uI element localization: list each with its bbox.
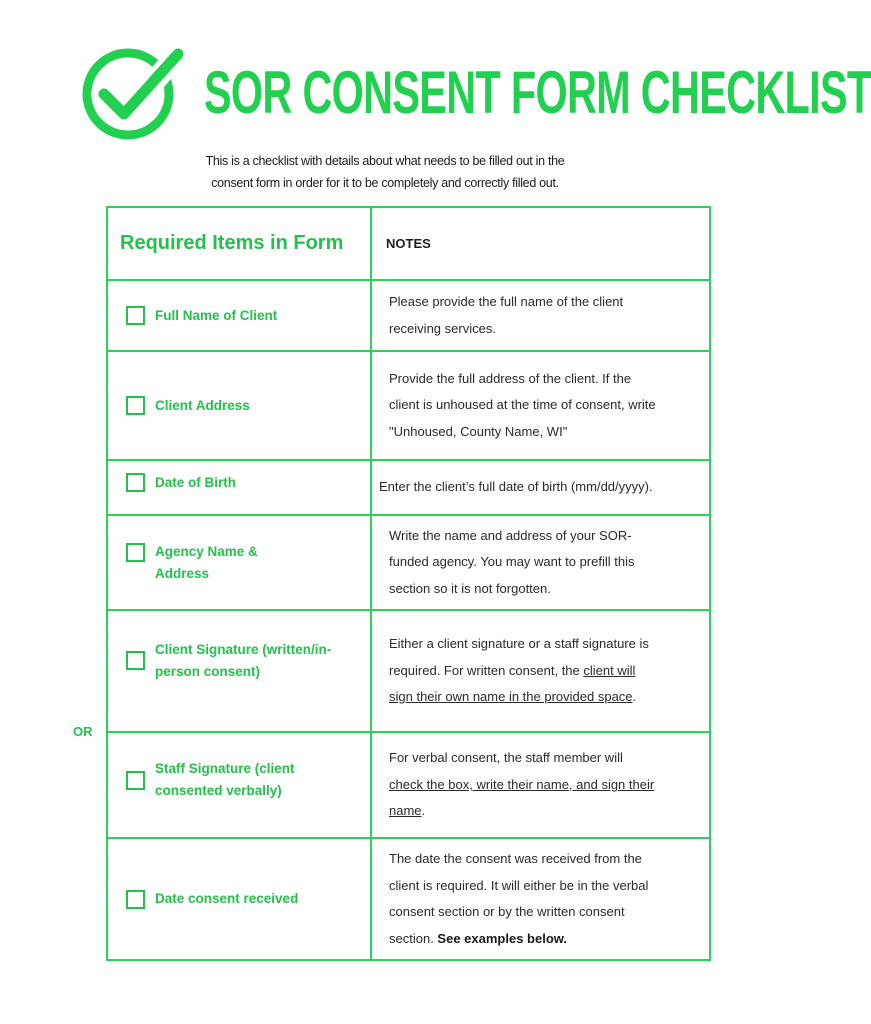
page-title: SOR CONSENT FORM CHECKLIST: [204, 59, 871, 126]
column-header-notes: NOTES: [386, 236, 431, 251]
item-label: [155, 639, 331, 683]
note-text: .: [421, 803, 426, 819]
note-text: required. For written consent, the: [389, 662, 584, 678]
item-label-line: Agency Name &: [155, 543, 258, 559]
row-note: [372, 366, 709, 446]
note-line: client is unhoused at the time of consent, write: [389, 397, 656, 413]
note-line: funded agency. You may want to prefill this: [389, 554, 635, 570]
row-note: [372, 289, 709, 342]
note-line: receiving services.: [389, 320, 496, 336]
item-label: Date of Birth: [155, 474, 236, 490]
row-note: [372, 631, 709, 711]
item-label-line: Staff Signature (client: [155, 761, 295, 776]
note-bold: See examples below.: [437, 930, 568, 946]
checkbox[interactable]: [126, 473, 145, 492]
item-label-line: Address: [155, 565, 210, 581]
note-underline: client will: [583, 662, 636, 678]
table-row: [107, 460, 710, 515]
note-line: [389, 658, 695, 685]
checklist-table: [106, 206, 711, 961]
note-line: [389, 772, 695, 799]
note-line: Provide the full address of the client. If the: [389, 370, 632, 386]
row-note: [372, 745, 709, 825]
checkbox[interactable]: [126, 396, 145, 415]
table-row: [107, 515, 710, 610]
row-note: [372, 523, 709, 603]
note-underline: sign their own name in the provided space: [389, 689, 633, 705]
intro-line: This is a checklist with details about what needs to be filled out in the: [205, 154, 565, 168]
column-header-required: Required Items in Form: [120, 232, 344, 254]
checkbox[interactable]: [126, 543, 145, 562]
note-text: section.: [389, 930, 438, 946]
table-row: [107, 732, 710, 838]
checkbox[interactable]: [126, 306, 145, 325]
note-line: [389, 798, 695, 825]
note-line: section so it is not forgotten.: [389, 580, 551, 596]
intro-line: consent form in order for it to be completely and correctly filled out.: [211, 176, 559, 190]
note-line: Either a client signature or a staff signature is: [389, 636, 649, 652]
note-line: Please provide the full name of the client: [389, 294, 624, 309]
checkbox[interactable]: [126, 771, 145, 790]
row-note: [372, 474, 709, 501]
note-text: .: [632, 689, 637, 705]
table-row: [107, 351, 710, 460]
note-line: client is required. It will either be in the verbal: [389, 877, 649, 893]
item-label-line: consented verbally): [155, 783, 282, 798]
checkmark-circle-icon: [78, 44, 184, 140]
table-row: [107, 280, 710, 351]
item-label: [155, 541, 258, 585]
checkbox[interactable]: [126, 651, 145, 670]
note-line: Enter the client’s full date of birth (mm/dd/yyyy).: [379, 479, 653, 495]
note-line: The date the consent was received from the: [389, 851, 642, 866]
note-underline: name: [389, 803, 422, 819]
table-header-row: [107, 207, 710, 280]
or-label: OR: [73, 724, 93, 739]
table-row: [107, 838, 710, 960]
item-label: Client Address: [155, 397, 250, 413]
item-label: [155, 758, 295, 802]
note-line: Write the name and address of your SOR-: [389, 527, 632, 543]
note-underline: check the box, write their name, and sign their: [389, 776, 655, 792]
note-line: For verbal consent, the staff member will: [389, 750, 623, 766]
item-label-line: Client Signature (written/in-: [155, 642, 332, 657]
note-line: [389, 684, 695, 711]
note-line: [389, 926, 695, 953]
intro-text: [150, 150, 620, 194]
item-label: Date consent received: [155, 891, 299, 906]
row-note: [372, 846, 709, 952]
note-line: consent section or by the written consent: [389, 904, 625, 919]
note-line: "Unhoused, County Name, WI": [389, 423, 568, 439]
table-row: [107, 610, 710, 732]
checkbox[interactable]: [126, 890, 145, 909]
item-label: Full Name of Client: [155, 307, 278, 323]
item-label-line: person consent): [155, 664, 261, 679]
